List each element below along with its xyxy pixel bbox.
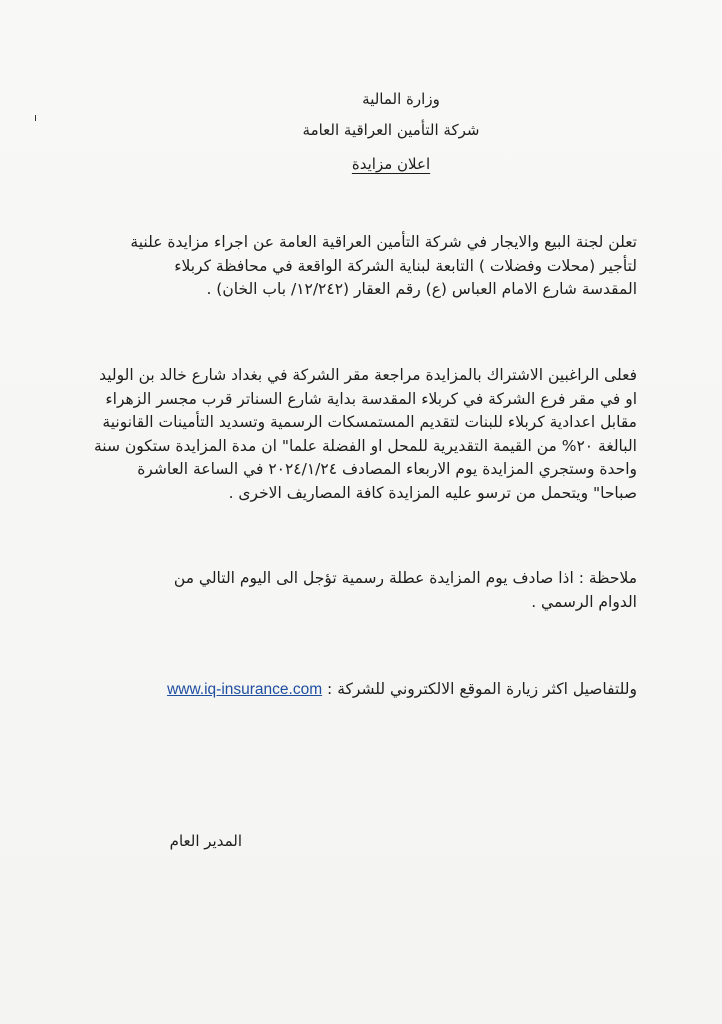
ministry-name: وزارة المالية: [362, 90, 440, 108]
announcement-title: اعلان مزايدة: [351, 155, 431, 173]
scan-mark: [35, 115, 36, 121]
details-text: وللتفاصيل اكثر زيارة الموقع الالكتروني للشركة :: [322, 680, 637, 698]
announcement-paragraph: تعلن لجنة البيع والايجار في شركة التأمين العراقية العامة عن اجراء مزايدة علنية لتأجير (محلات وفضلات ) التابعة لبناية الشركة الواقعة في محافظة كربلاء المقدسة شارع الامام العباس (ع) رقم العقار (١٢/٢٤٢/ باب الخان) .: [130, 233, 637, 298]
note-paragraph: ملاحظة : اذا صادف يوم المزايدة عطلة رسمية تؤجل الى اليوم التالي من الدوام الرسمي .: [173, 569, 637, 611]
signature-title: المدير العام: [169, 832, 242, 850]
website-link[interactable]: www.iq-insurance.com: [167, 681, 323, 698]
company-name: شركة التأمين العراقية العامة: [302, 121, 480, 139]
participation-paragraph: فعلى الراغبين الاشتراك بالمزايدة مراجعة مقر الشركة في بغداد شارع خالد بن الوليد او في مقر فرع الشركة في كربلاء المقدسة بداية شارع السناتر قرب مجسر الزهراء مقابل اعدادية كربلاء للبنات لتقديم المستمسكات الرسمية وتسديد التأمينات القانونية البالغة ٢٠% من القيمة التقديرية للمحل او الفضلة علما" ان مدة المزايدة ستكون سنة واحدة وستجري المزايدة يوم الاربعاء المصادف ٢٠٢٤/١/٢٤ في الساعة العاشرة صباحا" ويتحمل من ترسو عليه المزايدة كافة المصاريف الاخرى .: [93, 366, 637, 502]
details-paragraph: [77, 678, 637, 702]
